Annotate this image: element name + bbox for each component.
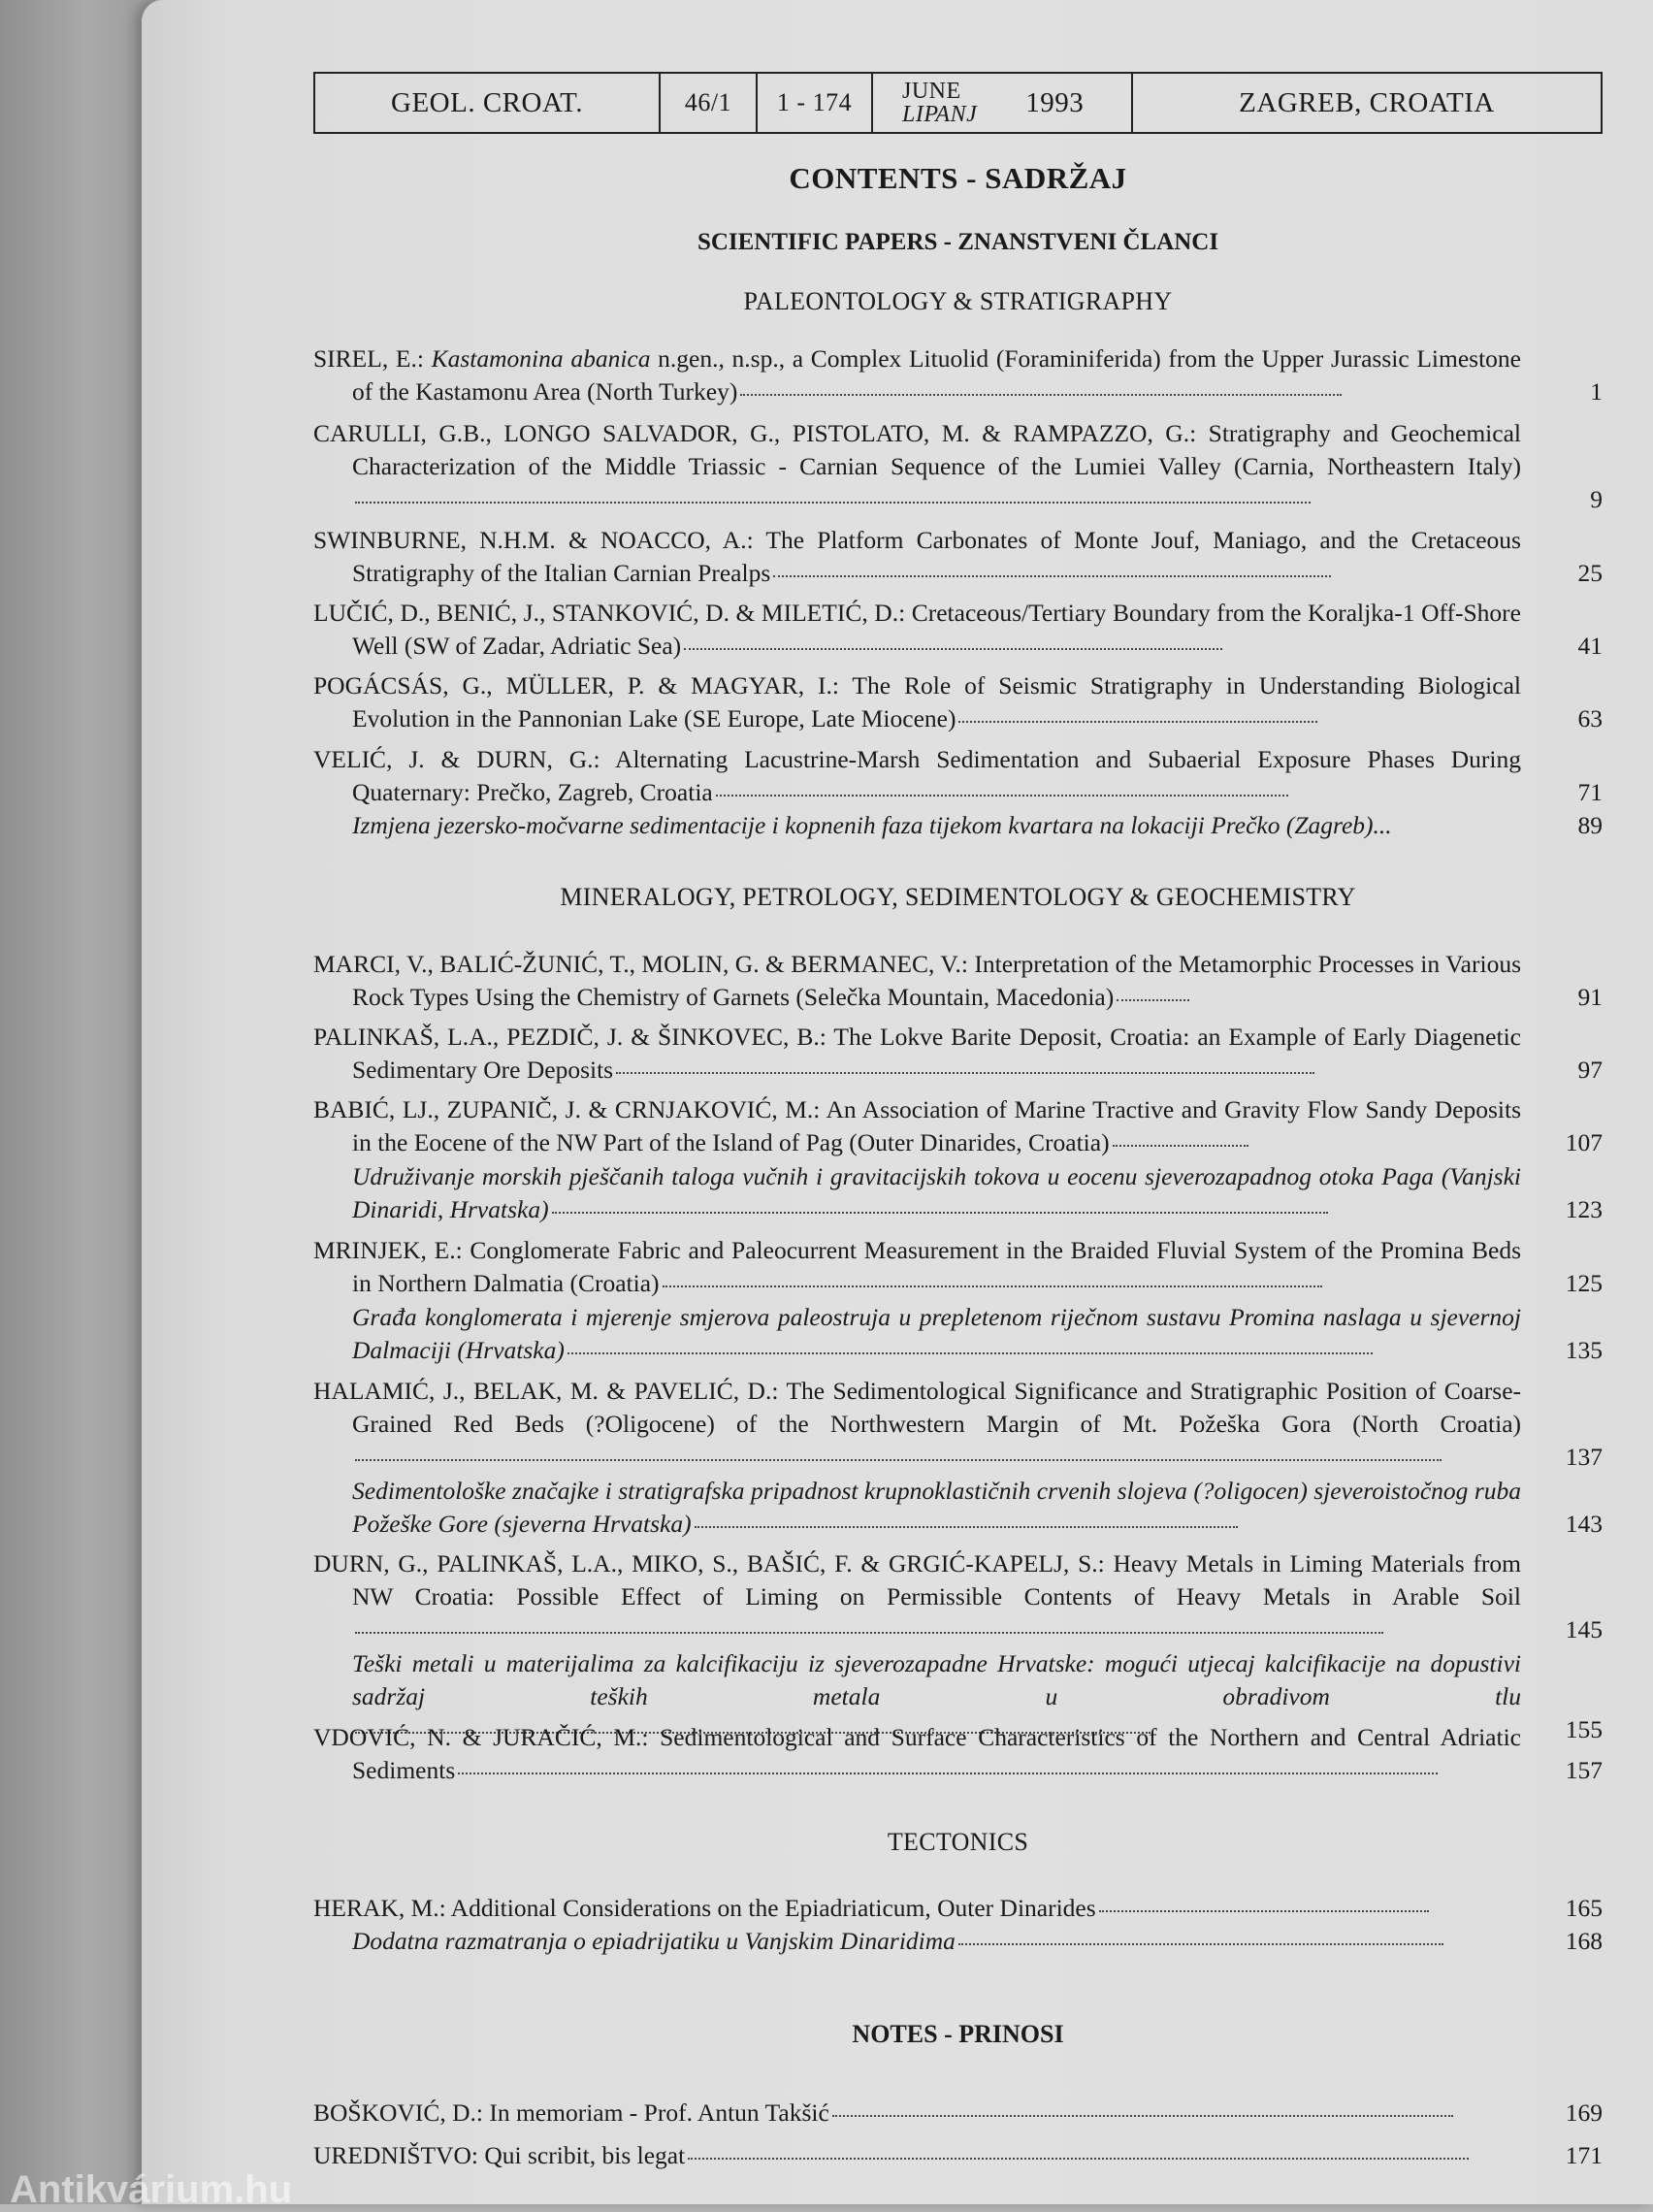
toc-entry bbox=[313, 1547, 1603, 1646]
leader-dots bbox=[688, 2158, 1469, 2160]
toc-entry bbox=[313, 1093, 1603, 1159]
toc-entry-translation bbox=[313, 1160, 1603, 1226]
toc-entry bbox=[313, 1892, 1603, 1925]
entry-page: 123 bbox=[1565, 1195, 1603, 1223]
entry-page: 25 bbox=[1577, 559, 1603, 587]
entry-text: PALINKAŠ, L.A., PEZDIČ, J. & ŠINKOVEC, B.: The Lokve Barite Deposit, Croatia: an Example of Early Diagenetic Sedimentary Ore Deposits bbox=[313, 1023, 1521, 1084]
contents-title: CONTENTS - SADRŽAJ bbox=[789, 161, 1127, 195]
month-hr: LIPANJ bbox=[902, 102, 978, 127]
section-tectonics: TECTONICS bbox=[887, 1828, 1029, 1856]
entry-text: Sedimentološke značajke i stratigrafska pripadnost krupnoklastičnih crvenih slojeva (?oligocen) sjeveroistočnog ruba Požeške Gore (sjeverna Hrvatska) bbox=[352, 1477, 1521, 1538]
entry-page: 89 bbox=[1577, 811, 1603, 839]
entry-page: 91 bbox=[1577, 983, 1603, 1011]
entry-text: UREDNIŠTVO: Qui scribit, bis legat bbox=[313, 2141, 686, 2169]
leader-dots bbox=[740, 394, 1342, 396]
entry-text: Teški metali u materijalima za kalcifikaciju iz sjeverozapadne Hrvatske: mogući utjecaj kalcifikacije na dopustivi sadržaj teških metala u obradivom tlu bbox=[352, 1649, 1521, 1710]
leader-dots bbox=[355, 502, 1311, 504]
background-left bbox=[0, 0, 155, 2204]
entry-page: 107 bbox=[1565, 1128, 1603, 1156]
notes-title: NOTES - PRINOSI bbox=[852, 2020, 1064, 2048]
entry-text: HERAK, M.: Additional Considerations on the Epiadriaticum, Outer Dinarides bbox=[313, 1894, 1096, 1922]
journal-masthead bbox=[313, 72, 1603, 134]
entry-page: 165 bbox=[1565, 1894, 1603, 1922]
month-en: JUNE bbox=[902, 79, 961, 104]
entry-text: VELIĆ, J. & DURN, G.: Alternating Lacustrine-Marsh Sedimentation and Subaerial Exposure Phases During Quaternary: Prečko, Zagreb, Croatia bbox=[313, 745, 1521, 806]
section-paleontology: PALEONTOLOGY & STRATIGRAPHY bbox=[743, 287, 1173, 315]
entry-page: 1 bbox=[1590, 377, 1603, 406]
leader-dots bbox=[567, 1352, 1373, 1354]
leader-dots bbox=[695, 1526, 1238, 1528]
entry-taxon: Kastamonina abanica bbox=[431, 344, 651, 373]
entry-text: Izmjena jezersko-močvarne sedimentacije i kopnenih faza tijekom kvartara na lokaciji Prečko (Zagreb)... bbox=[352, 811, 1392, 839]
toc-entry bbox=[313, 669, 1603, 735]
entry-page: 143 bbox=[1565, 1510, 1603, 1538]
leader-dots bbox=[663, 1285, 1322, 1287]
entry-text: Dodatna razmatranja o epiadrijatiku u Vanjskim Dinaridima bbox=[352, 1927, 956, 1955]
journal-place: ZAGREB, CROATIA bbox=[1239, 86, 1495, 118]
toc-entry bbox=[313, 417, 1603, 516]
toc-entry bbox=[313, 1021, 1603, 1087]
entry-text: BABIĆ, LJ., ZUPANIČ, J. & CRNJAKOVIĆ, M.: An Association of Marine Tractive and Gravity Flow Sandy Deposits in the Eocene of the NW Part of the Island of Pag (Outer Dinarides, Croatia) bbox=[313, 1095, 1521, 1156]
entry-text: VDOVIĆ, N. & JURAČIĆ, M.: Sedimentological and Surface Characteristics of the Northern and Central Adriatic Sediments bbox=[313, 1723, 1521, 1784]
leader-dots bbox=[716, 795, 1288, 797]
leader-dots bbox=[1113, 1145, 1248, 1147]
entry-page: 155 bbox=[1565, 1715, 1603, 1743]
journal-name: GEOL. CROAT. bbox=[315, 74, 661, 132]
toc-entry bbox=[313, 1721, 1603, 1787]
entry-text: BOŠKOVIĆ, D.: In memoriam - Prof. Antun Takšić bbox=[313, 2098, 829, 2127]
leader-dots bbox=[1099, 1910, 1429, 1912]
toc-entry bbox=[313, 743, 1603, 809]
entry-page: 9 bbox=[1590, 485, 1603, 513]
entry-page: 157 bbox=[1565, 1756, 1603, 1784]
entry-text: HALAMIĆ, J., BELAK, M. & PAVELIĆ, D.: The Sedimentological Significance and Stratigraphic Position of Coarse-Grained Red Beds (?Oligocene) of the Northwestern Margin of Mt. Požeška Gora (North Croatia) bbox=[313, 1377, 1521, 1438]
entry-text: LUČIĆ, D., BENIĆ, J., STANKOVIĆ, D. & MILETIĆ, D.: Cretaceous/Tertiary Boundary from the Koraljka-1 Off-Shore Well (SW of Zadar, Adriatic Sea) bbox=[313, 599, 1521, 660]
entry-page: 71 bbox=[1577, 778, 1603, 806]
entry-authors: SIREL, E.: bbox=[313, 344, 424, 373]
leader-dots bbox=[958, 721, 1317, 723]
entry-text: SWINBURNE, N.H.M. & NOACCO, A.: The Platform Carbonates of Monte Jouf, Maniago, and the Cretaceous Stratigraphy of the Italian Carnian Prealps bbox=[313, 526, 1521, 587]
leader-dots bbox=[355, 1632, 1383, 1634]
entry-page: 169 bbox=[1565, 2098, 1603, 2127]
entry-text: Građa konglomerata i mjerenje smjerova paleostruja u prepletenom riječnom sustavu Promina naslaga u sjevernoj Dalmaciji (Hrvatska) bbox=[352, 1303, 1521, 1364]
toc-entry bbox=[313, 2097, 1603, 2130]
entry-page: 145 bbox=[1565, 1615, 1603, 1643]
toc-entry-translation bbox=[313, 1301, 1603, 1367]
journal-date bbox=[873, 74, 1133, 132]
entry-page: 125 bbox=[1565, 1269, 1603, 1297]
entry-text: Udruživanje morskih pješčanih taloga vučnih i gravitacijskih tokova u eocenu sjeverozapadnog otoka Paga (Vanjski Dinaridi, Hrvatska) bbox=[352, 1162, 1521, 1223]
toc-entry bbox=[313, 524, 1603, 590]
journal-pages: 1 - 174 bbox=[758, 74, 873, 132]
toc-entry bbox=[313, 1234, 1603, 1300]
toc-entry bbox=[313, 597, 1603, 663]
toc-entry bbox=[313, 342, 1603, 408]
entry-page: 63 bbox=[1577, 704, 1603, 732]
section-mineralogy: MINERALOGY, PETROLOGY, SEDIMENTOLOGY & GEOCHEMISTRY bbox=[560, 883, 1356, 911]
entry-text: POGÁCSÁS, G., MÜLLER, P. & MAGYAR, I.: The Role of Seismic Stratigraphy in Understanding Biological Evolution in the Pannonian Lake (SE Europe, Late Miocene) bbox=[313, 671, 1521, 732]
journal-month bbox=[902, 80, 977, 126]
leader-dots bbox=[355, 1459, 1442, 1461]
entry-page: 137 bbox=[1565, 1443, 1603, 1471]
entry-page: 135 bbox=[1565, 1336, 1603, 1364]
leader-dots bbox=[552, 1212, 1328, 1214]
leader-dots bbox=[958, 1943, 1443, 1945]
entry-text: MARCI, V., BALIĆ-ŽUNIĆ, T., MOLIN, G. & BERMANEC, V.: Interpretation of the Metamorphic Processes in Various Rock Types Using the Chemistry of Garnets (Selečka Mountain, Macedonia) bbox=[313, 950, 1521, 1011]
toc-entry-translation bbox=[313, 1475, 1603, 1541]
leader-dots bbox=[773, 575, 1331, 577]
leader-dots bbox=[616, 1072, 1314, 1074]
entry-page: 171 bbox=[1565, 2141, 1603, 2169]
leader-dots bbox=[684, 648, 1222, 650]
entry-title: n.gen., n.sp., a Complex Lituolid (Foraminiferida) from the Upper Jurassic Limestone of the Kastamonu Area (North Turkey) bbox=[352, 344, 1521, 406]
entry-page: 41 bbox=[1577, 632, 1603, 660]
toc-entry-translation bbox=[313, 809, 1603, 842]
entry-page: 168 bbox=[1565, 1927, 1603, 1955]
toc-entry bbox=[313, 2139, 1603, 2172]
leader-dots bbox=[1117, 999, 1189, 1001]
toc-entry-translation bbox=[313, 1925, 1603, 1958]
journal-volume: 46/1 bbox=[661, 74, 758, 132]
entry-text: MRINJEK, E.: Conglomerate Fabric and Paleocurrent Measurement in the Braided Fluvial System of the Promina Beds in Northern Dalmatia (Croatia) bbox=[313, 1236, 1521, 1297]
toc-entry bbox=[313, 1375, 1603, 1474]
leader-dots bbox=[832, 2115, 1453, 2117]
entry-page: 97 bbox=[1577, 1056, 1603, 1084]
entry-text: CARULLI, G.B., LONGO SALVADOR, G., PISTOLATO, M. & RAMPAZZO, G.: Stratigraphy and Geochemical Characterization of the Middle Triassic - Carnian Sequence of the Lumiei Valley (Carnia, Northeastern Italy) bbox=[313, 419, 1521, 480]
leader-dots bbox=[458, 1773, 1438, 1774]
watermark: Antikvárium.hu bbox=[10, 2168, 293, 2211]
entry-text: DURN, G., PALINKAŠ, L.A., MIKO, S., BAŠIĆ, F. & GRGIĆ-KAPELJ, S.: Heavy Metals in Liming Materials from NW Croatia: Possible Effect of Liming on Permissible Contents of Heavy Metals in Arable Soil bbox=[313, 1549, 1521, 1610]
journal-year: 1993 bbox=[1025, 86, 1085, 118]
scientific-papers-title: SCIENTIFIC PAPERS - ZNANSTVENI ČLANCI bbox=[697, 229, 1219, 255]
toc-entry bbox=[313, 948, 1603, 1014]
